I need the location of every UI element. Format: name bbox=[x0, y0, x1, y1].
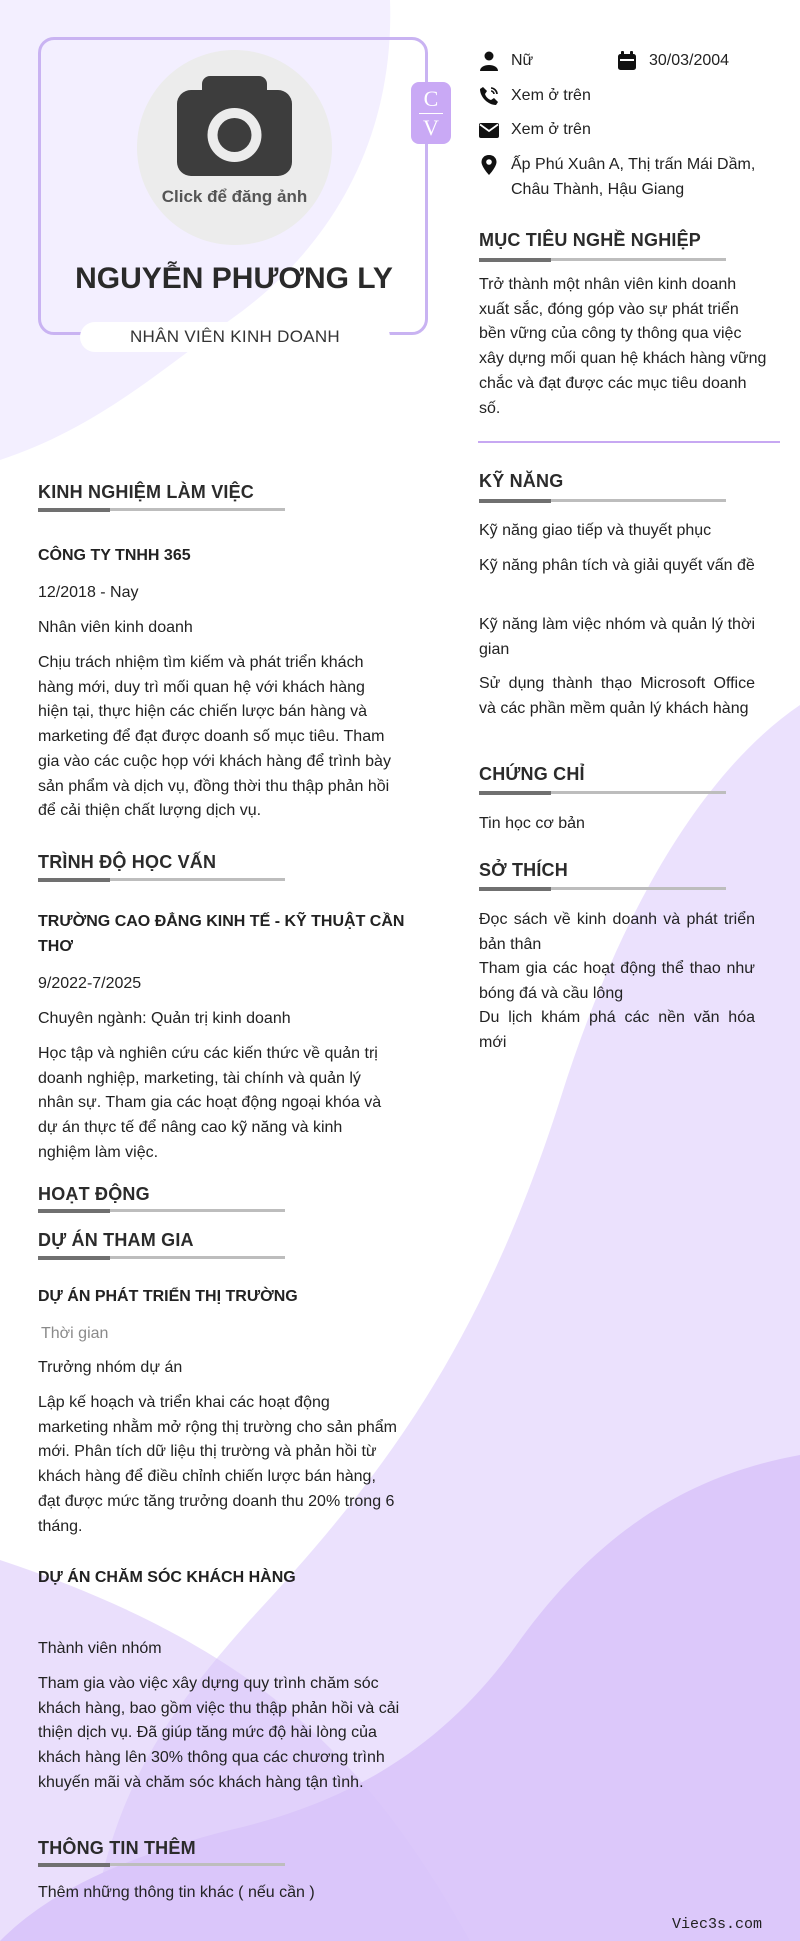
activities-underline bbox=[38, 1209, 285, 1212]
email-row bbox=[479, 120, 591, 142]
gender-value: Nữ bbox=[511, 52, 534, 69]
certificates-title: CHỨNG CHỈ bbox=[479, 764, 585, 784]
cv-badge-divider bbox=[419, 113, 443, 114]
certificates-underline bbox=[479, 791, 726, 794]
objective-title: MỤC TIÊU NGHỀ NGHIỆP bbox=[479, 230, 702, 250]
birthday-value: 30/03/2004 bbox=[649, 52, 730, 69]
objective-underline bbox=[479, 258, 726, 261]
full-name: NGUYỄN PHƯƠNG LY bbox=[75, 262, 393, 295]
objective-text: Trở thành một nhân viên kinh doanh xuất sắc, đóng góp vào sự phát triển bền vững của công ty thông qua việc xây dựng mối quan hệ khách hàng vững chắc và đạt được các mục tiêu doanh số. bbox=[479, 276, 767, 417]
mail-icon bbox=[479, 120, 499, 140]
cv-badge-top: C bbox=[423, 86, 439, 111]
footer-brand: Viec3s.com bbox=[672, 1916, 763, 1933]
experience-title: KINH NGHIỆM LÀM VIỆC bbox=[38, 482, 255, 502]
certificate-item: Tin học cơ bản bbox=[479, 815, 585, 832]
hobby-item: Đọc sách về kinh doanh và phát triển bản thân bbox=[479, 911, 755, 953]
hobby-item: Tham gia các hoạt động thể thao như bóng đá và cầu lông bbox=[479, 960, 755, 1002]
education-major: Chuyên ngành: Quản trị kinh doanh bbox=[38, 1010, 291, 1027]
experience-position: Nhân viên kinh doanh bbox=[38, 619, 193, 636]
cv-badge-bottom: V bbox=[423, 115, 439, 140]
projects-underline bbox=[38, 1256, 285, 1259]
school-name: TRƯỜNG CAO ĐẲNG KINH TẾ - KỸ THUẬT CẦN THƠ bbox=[38, 913, 405, 955]
phone-row bbox=[479, 86, 591, 108]
skill-item: Kỹ năng phân tích và giải quyết vấn đề bbox=[479, 557, 755, 574]
project-role: Trưởng nhóm dự án bbox=[38, 1359, 183, 1376]
location-pin-icon bbox=[479, 155, 499, 175]
photo-upload-caption: Click để đăng ảnh bbox=[161, 187, 308, 206]
calendar-icon bbox=[617, 51, 637, 71]
phone-icon bbox=[479, 86, 499, 106]
additional-title: THÔNG TIN THÊM bbox=[38, 1838, 196, 1858]
profile-photo-upload[interactable] bbox=[137, 50, 332, 245]
project-description: Lập kế hoạch và triển khai các hoạt động marketing nhằm mở rộng thị trường cho sản phẩm mới. Phân tích dữ liệu thị trường và phản hồi từ khách hàng để điều chỉnh chiến lược bán hàng, đạt được mức tăng trưởng doanh thu 20% trong 6 tháng. bbox=[38, 1394, 397, 1535]
activities-title: HOẠT ĐỘNG bbox=[38, 1184, 150, 1204]
projects-title: DỰ ÁN THAM GIA bbox=[38, 1230, 194, 1250]
phone-value: Xem ở trên bbox=[511, 87, 591, 104]
gender-row bbox=[479, 51, 533, 73]
additional-text: Thêm những thông tin khác ( nếu cần ) bbox=[38, 1884, 315, 1901]
birthday-row bbox=[617, 51, 729, 73]
skills-title: KỸ NĂNG bbox=[479, 471, 564, 491]
experience-period: 12/2018 - Nay bbox=[38, 584, 139, 601]
hobbies-title: SỞ THÍCH bbox=[479, 860, 568, 880]
email-value: Xem ở trên bbox=[511, 121, 591, 138]
project-time: Thời gian bbox=[41, 1325, 109, 1342]
project-role: Thành viên nhóm bbox=[38, 1640, 162, 1657]
company-name: CÔNG TY TNHH 365 bbox=[38, 547, 191, 564]
education-title: TRÌNH ĐỘ HỌC VẤN bbox=[38, 852, 217, 872]
education-underline bbox=[38, 878, 285, 881]
skill-item: Kỹ năng giao tiếp và thuyết phục bbox=[479, 522, 712, 539]
skills-underline bbox=[479, 499, 726, 502]
skill-item: Kỹ năng làm việc nhóm và quản lý thời gian bbox=[479, 616, 755, 658]
education-description: Học tập và nghiên cứu các kiến thức về quản trị doanh nghiệp, marketing, tài chính và quản lý nhân sự. Tham gia các hoạt động ngoại khóa và dự án thực tế để nâng cao kỹ năng và kinh nghiệm làm việc. bbox=[38, 1045, 382, 1161]
address-value: Ấp Phú Xuân A, Thị trấn Mái Dầm, Châu Thành, Hậu Giang bbox=[511, 156, 756, 198]
hobby-item: Du lịch khám phá các nền văn hóa mới bbox=[479, 1009, 755, 1051]
person-icon bbox=[479, 51, 499, 71]
project-name: DỰ ÁN PHÁT TRIỂN THỊ TRƯỜNG bbox=[38, 1288, 298, 1305]
hobbies-underline bbox=[479, 887, 726, 890]
job-title: NHÂN VIÊN KINH DOANH bbox=[80, 322, 390, 352]
camera-icon bbox=[177, 76, 292, 176]
project-description: Tham gia vào việc xây dựng quy trình chăm sóc khách hàng, bao gồm việc thu thập phản hồi và cải thiện dịch vụ. Đã giúp tăng mức độ hài lòng của khách hàng lên 30% thông qua các chương trình khuyến mãi và chăm sóc khách hàng tận tình. bbox=[38, 1675, 400, 1791]
cv-badge bbox=[411, 82, 451, 144]
address-row bbox=[479, 155, 779, 202]
section-divider bbox=[478, 441, 780, 443]
project-name: DỰ ÁN CHĂM SÓC KHÁCH HÀNG bbox=[38, 1569, 296, 1586]
experience-underline bbox=[38, 508, 285, 511]
experience-description: Chịu trách nhiệm tìm kiếm và phát triển khách hàng mới, duy trì mối quan hệ với khách hàng hiện tại, thực hiện các chiến lược bán hàng và marketing để đạt được doanh số mục tiêu. Tham gia vào các cuộc họp với khách hàng để trình bày sản phẩm và dịch vụ, đồng thời thu thập phản hồi để cải thiện chất lượng dịch vụ. bbox=[38, 654, 391, 820]
education-period: 9/2022-7/2025 bbox=[38, 975, 142, 992]
skill-item: Sử dụng thành thạo Microsoft Office và các phần mềm quản lý khách hàng bbox=[479, 675, 755, 717]
additional-underline bbox=[38, 1863, 285, 1866]
